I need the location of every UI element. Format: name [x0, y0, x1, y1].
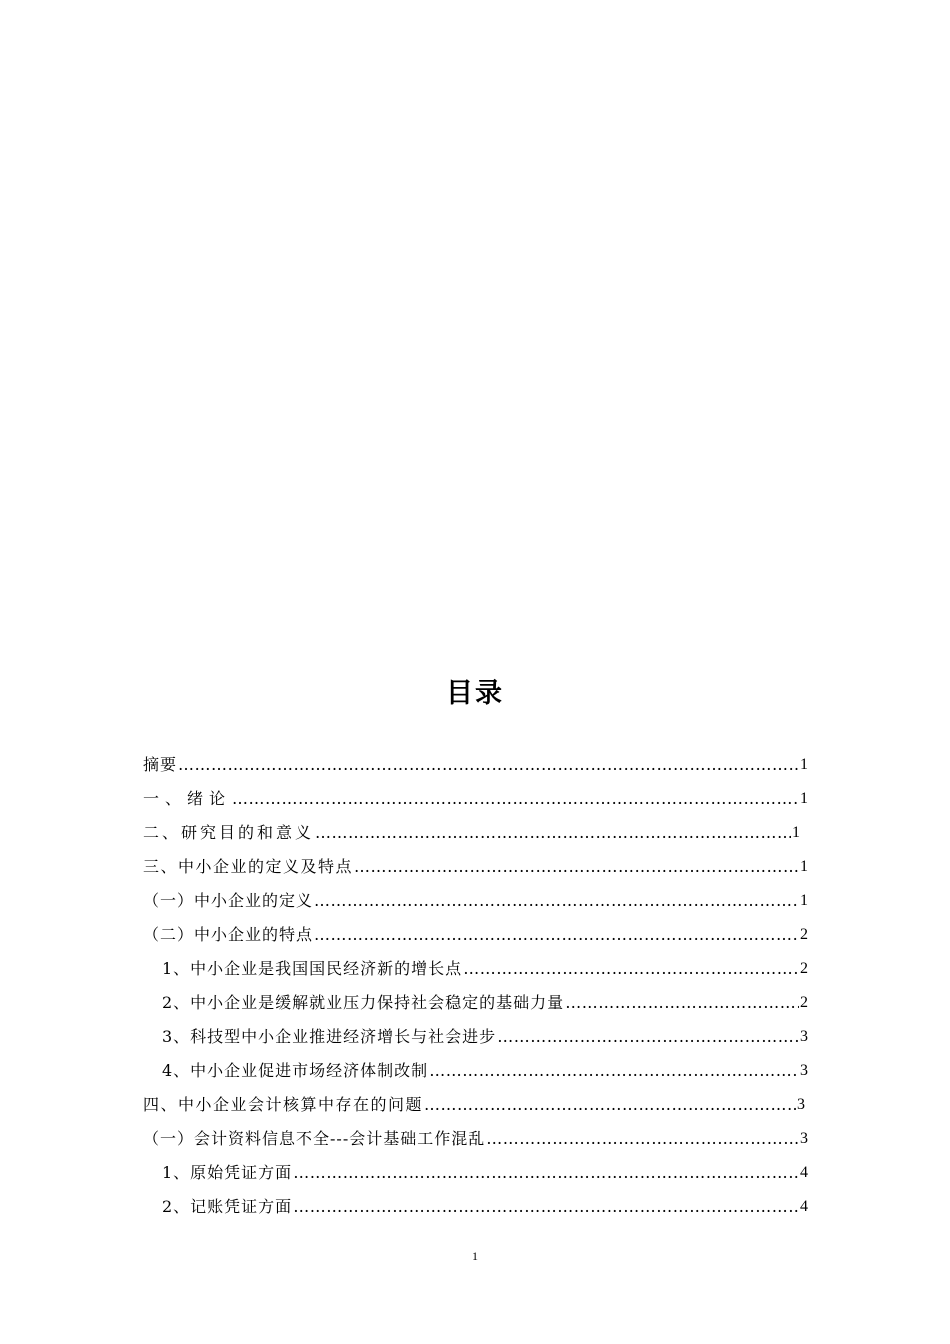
toc-leader-dots — [293, 1196, 799, 1218]
toc-entry[interactable] — [143, 878, 808, 912]
toc-entry-page: 1 — [800, 756, 808, 773]
toc-leader-dots — [232, 788, 799, 810]
toc-entry-text: 二、研究目的和意义 — [143, 823, 315, 842]
toc-entry[interactable] — [162, 1150, 808, 1184]
toc-entry[interactable] — [143, 912, 808, 946]
toc-entry-page: 2 — [800, 994, 808, 1011]
toc-entry[interactable] — [143, 810, 800, 844]
toc-entry-text: 一、绪论 — [143, 789, 232, 808]
toc-entry[interactable] — [143, 742, 808, 776]
toc-entry-text: 三、中小企业的定义及特点 — [143, 857, 354, 876]
toc-entry[interactable] — [162, 1048, 808, 1082]
page-number: 1 — [472, 1249, 478, 1263]
toc-entry-text: 2、记账凭证方面 — [162, 1197, 293, 1216]
toc-entry-page: 1 — [800, 858, 808, 875]
toc-entry-text: 1、原始凭证方面 — [162, 1163, 293, 1182]
toc-entry[interactable] — [162, 1184, 808, 1218]
toc-leader-dots — [424, 1094, 796, 1116]
toc-entry-page: 2 — [800, 960, 808, 977]
toc-leader-dots — [354, 856, 799, 878]
toc-leader-dots — [565, 992, 799, 1014]
toc-entry[interactable] — [143, 844, 808, 878]
toc-entry-page: 4 — [800, 1198, 808, 1215]
toc-entry[interactable] — [143, 1116, 808, 1150]
toc-leader-dots — [486, 1128, 799, 1150]
toc-entry[interactable] — [162, 1014, 808, 1048]
toc-entry-page: 2 — [800, 926, 808, 943]
toc-entry-text: 四、中小企业会计核算中存在的问题 — [143, 1095, 424, 1114]
toc-entry-text: 2、中小企业是缓解就业压力保持社会稳定的基础力量 — [162, 993, 565, 1012]
toc-entry-page: 1 — [800, 892, 808, 909]
toc-leader-dots — [314, 890, 799, 912]
toc-entry-text: （一）会计资料信息不全---会计基础工作混乱 — [143, 1129, 486, 1148]
toc-entry-page: 3 — [800, 1062, 808, 1079]
toc-entry-text: 1、中小企业是我国国民经济新的增长点 — [162, 959, 463, 978]
toc-entry-page: 3 — [800, 1130, 808, 1147]
toc-entry[interactable] — [162, 980, 808, 1014]
toc-leader-dots — [293, 1162, 799, 1184]
toc-leader-dots — [429, 1060, 799, 1082]
toc-title: 目录 — [446, 678, 504, 709]
toc-entry-page: 1 — [792, 824, 800, 841]
toc-entry-text: （二）中小企业的特点 — [143, 925, 314, 944]
toc-entry-text: 3、科技型中小企业推进经济增长与社会进步 — [162, 1027, 497, 1046]
toc-leader-dots — [497, 1026, 799, 1048]
toc-entry-text: 4、中小企业促进市场经济体制改制 — [162, 1061, 429, 1080]
toc-entry[interactable] — [143, 1082, 805, 1116]
toc-entry-page: 3 — [797, 1096, 805, 1113]
toc-entry-text: 摘要 — [143, 755, 178, 774]
toc-leader-dots — [314, 924, 799, 946]
toc-entry[interactable] — [162, 946, 808, 980]
toc-entry[interactable] — [143, 776, 808, 810]
toc-entry-page: 4 — [800, 1164, 808, 1181]
toc-entry-page: 1 — [800, 790, 808, 807]
toc-leader-dots — [178, 754, 799, 776]
toc-leader-dots — [315, 822, 791, 844]
toc-entry-page: 3 — [800, 1028, 808, 1045]
toc-leader-dots — [463, 958, 799, 980]
toc-entry-text: （一）中小企业的定义 — [143, 891, 314, 910]
